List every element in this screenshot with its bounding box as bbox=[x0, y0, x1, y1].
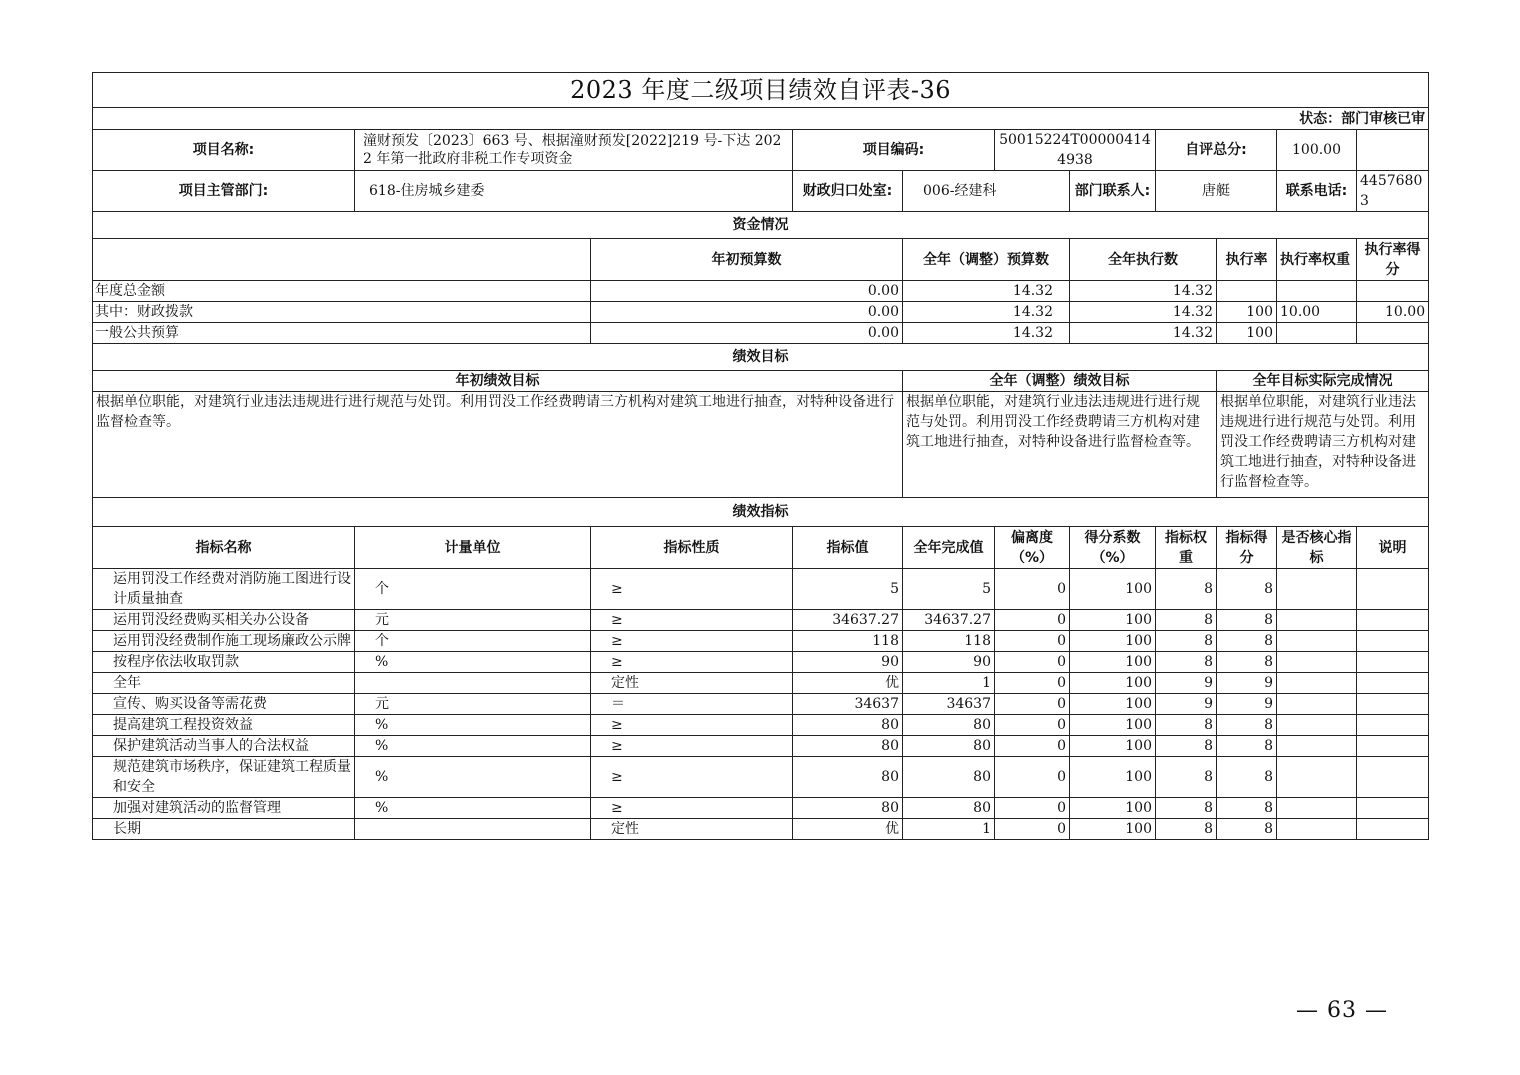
ind-score: 9 bbox=[1217, 694, 1277, 715]
ind-nature: ≥ bbox=[591, 610, 793, 631]
ind-core bbox=[1277, 631, 1357, 652]
ind-header-unit: 计量单位 bbox=[355, 527, 591, 569]
ind-target: 优 bbox=[793, 673, 903, 694]
ind-actual: 5 bbox=[903, 569, 995, 610]
ind-unit: % bbox=[355, 736, 591, 757]
ind-coef: 100 bbox=[1070, 694, 1156, 715]
ind-name: 宣传、购买设备等需花费 bbox=[93, 694, 355, 715]
ind-coef: 100 bbox=[1070, 757, 1156, 798]
funds-row-weight bbox=[1277, 323, 1357, 344]
ind-actual: 90 bbox=[903, 652, 995, 673]
ind-unit: 个 bbox=[355, 631, 591, 652]
ind-coef: 100 bbox=[1070, 798, 1156, 819]
ind-actual: 34637 bbox=[903, 694, 995, 715]
ind-actual: 80 bbox=[903, 798, 995, 819]
funds-header-initial: 年初预算数 bbox=[591, 239, 903, 281]
funds-row bbox=[93, 323, 1429, 344]
ind-deviation: 0 bbox=[995, 819, 1070, 840]
ind-weight: 8 bbox=[1156, 569, 1217, 610]
ind-nature: ≥ bbox=[591, 631, 793, 652]
ind-coef: 100 bbox=[1070, 715, 1156, 736]
ind-name: 长期 bbox=[93, 819, 355, 840]
project-name-label: 项目名称: bbox=[93, 130, 355, 171]
funds-row-initial: 0.00 bbox=[591, 302, 903, 323]
funds-row-name: 一般公共预算 bbox=[93, 323, 591, 344]
ind-score: 9 bbox=[1217, 673, 1277, 694]
funds-row-score bbox=[1357, 323, 1429, 344]
ind-nature: ≥ bbox=[591, 736, 793, 757]
indicators-section-title: 绩效指标 bbox=[93, 498, 1429, 527]
ind-weight: 9 bbox=[1156, 673, 1217, 694]
ind-note bbox=[1357, 819, 1429, 840]
table-row bbox=[93, 798, 1429, 819]
project-name-value: 潼财预发〔2023〕663 号、根据潼财预发[2022]219 号-下达 2022 年第一批政府非税工作专项资金 bbox=[355, 130, 793, 171]
ind-note bbox=[1357, 652, 1429, 673]
ind-target: 34637 bbox=[793, 694, 903, 715]
ind-deviation: 0 bbox=[995, 694, 1070, 715]
ind-score: 8 bbox=[1217, 569, 1277, 610]
funds-row-executed: 14.32 bbox=[1070, 281, 1217, 302]
ind-score: 8 bbox=[1217, 757, 1277, 798]
ind-target: 80 bbox=[793, 715, 903, 736]
phone-label: 联系电话: bbox=[1277, 171, 1357, 212]
ind-score: 8 bbox=[1217, 736, 1277, 757]
ind-note bbox=[1357, 736, 1429, 757]
page-number: — 63 — bbox=[1296, 998, 1388, 1023]
ind-score: 8 bbox=[1217, 715, 1277, 736]
ind-nature: ≥ bbox=[591, 798, 793, 819]
funds-row-adjusted: 14.32 bbox=[903, 281, 1070, 302]
table-row bbox=[93, 610, 1429, 631]
ind-nature: 定性 bbox=[591, 819, 793, 840]
ind-name: 运用罚没工作经费对消防施工图进行设计质量抽查 bbox=[93, 569, 355, 610]
ind-score: 8 bbox=[1217, 819, 1277, 840]
funds-row-adjusted: 14.32 bbox=[903, 302, 1070, 323]
ind-name: 加强对建筑活动的监督管理 bbox=[93, 798, 355, 819]
ind-nature: ≥ bbox=[591, 569, 793, 610]
ind-core bbox=[1277, 673, 1357, 694]
ind-unit: 个 bbox=[355, 569, 591, 610]
ind-note bbox=[1357, 715, 1429, 736]
funds-row-initial: 0.00 bbox=[591, 281, 903, 302]
funds-row-name: 其中：财政拨款 bbox=[93, 302, 591, 323]
funds-row-executed: 14.32 bbox=[1070, 323, 1217, 344]
ind-weight: 8 bbox=[1156, 819, 1217, 840]
ind-name: 规范建筑市场秩序，保证建筑工程质量和安全 bbox=[93, 757, 355, 798]
ind-score: 8 bbox=[1217, 652, 1277, 673]
ind-name: 全年 bbox=[93, 673, 355, 694]
funds-header-rate: 执行率 bbox=[1217, 239, 1277, 281]
ind-target: 80 bbox=[793, 757, 903, 798]
ind-coef: 100 bbox=[1070, 631, 1156, 652]
table-row bbox=[93, 652, 1429, 673]
ind-nature: 定性 bbox=[591, 673, 793, 694]
ind-header-nature: 指标性质 bbox=[591, 527, 793, 569]
table-row bbox=[93, 715, 1429, 736]
funds-header-weight: 执行率权重 bbox=[1277, 239, 1357, 281]
ind-deviation: 0 bbox=[995, 569, 1070, 610]
total-score-label: 自评总分: bbox=[1156, 130, 1277, 171]
ind-coef: 100 bbox=[1070, 736, 1156, 757]
ind-deviation: 0 bbox=[995, 673, 1070, 694]
ind-actual: 80 bbox=[903, 715, 995, 736]
ind-note bbox=[1357, 631, 1429, 652]
goals-header-actual: 全年目标实际完成情况 bbox=[1217, 371, 1429, 392]
ind-name: 运用罚没经费购买相关办公设备 bbox=[93, 610, 355, 631]
ind-weight: 8 bbox=[1156, 757, 1217, 798]
contact-label: 部门联系人: bbox=[1070, 171, 1156, 212]
ind-deviation: 0 bbox=[995, 652, 1070, 673]
ind-target: 5 bbox=[793, 569, 903, 610]
ind-core bbox=[1277, 736, 1357, 757]
ind-unit bbox=[355, 673, 591, 694]
ind-nature: ≥ bbox=[591, 715, 793, 736]
ind-target: 34637.27 bbox=[793, 610, 903, 631]
total-score-value: 100.00 bbox=[1277, 130, 1357, 171]
ind-target: 80 bbox=[793, 736, 903, 757]
ind-actual: 1 bbox=[903, 673, 995, 694]
goals-initial-text: 根据单位职能，对建筑行业违法违规进行进行规范与处罚。利用罚没工作经费聘请三方机构对建筑工地进行抽查，对特种设备进行监督检查等。 bbox=[93, 392, 903, 498]
ind-actual: 1 bbox=[903, 819, 995, 840]
goals-header-adjusted: 全年（调整）绩效目标 bbox=[903, 371, 1217, 392]
table-row bbox=[93, 673, 1429, 694]
ind-core bbox=[1277, 569, 1357, 610]
contact-value: 唐艇 bbox=[1156, 171, 1277, 212]
ind-header-deviation: 偏离度（%） bbox=[995, 527, 1070, 569]
funds-row-rate: 100 bbox=[1217, 323, 1277, 344]
funds-row-adjusted: 14.32 bbox=[903, 323, 1070, 344]
ind-header-weight: 指标权重 bbox=[1156, 527, 1217, 569]
ind-unit: % bbox=[355, 652, 591, 673]
ind-weight: 8 bbox=[1156, 715, 1217, 736]
finance-office-value: 006-经建科 bbox=[903, 171, 1070, 212]
ind-header-note: 说明 bbox=[1357, 527, 1429, 569]
ind-deviation: 0 bbox=[995, 736, 1070, 757]
goals-actual-text: 根据单位职能，对建筑行业违法违规进行进行规范与处罚。利用罚没工作经费聘请三方机构对建筑工地进行抽查，对特种设备进行监督检查等。 bbox=[1217, 392, 1429, 498]
ind-note bbox=[1357, 673, 1429, 694]
status-text: 状态：部门审核已审 bbox=[93, 108, 1429, 130]
funds-row bbox=[93, 302, 1429, 323]
ind-unit: % bbox=[355, 715, 591, 736]
ind-deviation: 0 bbox=[995, 715, 1070, 736]
funds-row-score: 10.00 bbox=[1357, 302, 1429, 323]
ind-core bbox=[1277, 798, 1357, 819]
table-row bbox=[93, 694, 1429, 715]
funds-row-rate bbox=[1217, 281, 1277, 302]
ind-name: 按程序依法收取罚款 bbox=[93, 652, 355, 673]
ind-name: 运用罚没经费制作施工现场廉政公示牌 bbox=[93, 631, 355, 652]
ind-note bbox=[1357, 610, 1429, 631]
empty-cell bbox=[1357, 130, 1429, 171]
ind-core bbox=[1277, 715, 1357, 736]
table-row bbox=[93, 736, 1429, 757]
ind-unit: % bbox=[355, 798, 591, 819]
ind-actual: 118 bbox=[903, 631, 995, 652]
ind-unit: 元 bbox=[355, 610, 591, 631]
funds-header-blank bbox=[93, 239, 591, 281]
ind-weight: 9 bbox=[1156, 694, 1217, 715]
phone-value: 44576803 bbox=[1357, 171, 1429, 212]
project-code-label: 项目编码: bbox=[793, 130, 995, 171]
ind-header-actual: 全年完成值 bbox=[903, 527, 995, 569]
funds-header-executed: 全年执行数 bbox=[1070, 239, 1217, 281]
funds-row-name: 年度总金额 bbox=[93, 281, 591, 302]
ind-core bbox=[1277, 757, 1357, 798]
ind-score: 8 bbox=[1217, 631, 1277, 652]
goals-adjusted-text: 根据单位职能，对建筑行业违法违规进行进行规范与处罚。利用罚没工作经费聘请三方机构对建筑工地进行抽查，对特种设备进行监督检查等。 bbox=[903, 392, 1217, 498]
evaluation-table bbox=[92, 72, 1429, 840]
table-row bbox=[93, 757, 1429, 798]
funds-section-title: 资金情况 bbox=[93, 212, 1429, 239]
ind-deviation: 0 bbox=[995, 610, 1070, 631]
funds-header-adjusted: 全年（调整）预算数 bbox=[903, 239, 1070, 281]
indicator-rows bbox=[93, 569, 1429, 840]
ind-weight: 8 bbox=[1156, 652, 1217, 673]
ind-coef: 100 bbox=[1070, 569, 1156, 610]
ind-name: 保护建筑活动当事人的合法权益 bbox=[93, 736, 355, 757]
ind-core bbox=[1277, 694, 1357, 715]
ind-actual: 80 bbox=[903, 757, 995, 798]
ind-header-target: 指标值 bbox=[793, 527, 903, 569]
ind-unit bbox=[355, 819, 591, 840]
table-row bbox=[93, 631, 1429, 652]
ind-header-name: 指标名称 bbox=[93, 527, 355, 569]
funds-row-weight: 10.00 bbox=[1277, 302, 1357, 323]
ind-note bbox=[1357, 694, 1429, 715]
ind-score: 8 bbox=[1217, 798, 1277, 819]
ind-note bbox=[1357, 757, 1429, 798]
ind-target: 118 bbox=[793, 631, 903, 652]
ind-score: 8 bbox=[1217, 610, 1277, 631]
funds-header-score: 执行率得分 bbox=[1357, 239, 1429, 281]
funds-row bbox=[93, 281, 1429, 302]
ind-deviation: 0 bbox=[995, 757, 1070, 798]
ind-weight: 8 bbox=[1156, 610, 1217, 631]
project-code-value: 50015224T000004144938 bbox=[995, 130, 1156, 171]
ind-coef: 100 bbox=[1070, 819, 1156, 840]
page-title: 2023 年度二级项目绩效自评表-36 bbox=[93, 73, 1429, 108]
funds-row-weight bbox=[1277, 281, 1357, 302]
ind-weight: 8 bbox=[1156, 736, 1217, 757]
ind-deviation: 0 bbox=[995, 631, 1070, 652]
funds-row-executed: 14.32 bbox=[1070, 302, 1217, 323]
funds-row-score bbox=[1357, 281, 1429, 302]
ind-weight: 8 bbox=[1156, 631, 1217, 652]
finance-office-label: 财政归口处室: bbox=[793, 171, 903, 212]
ind-actual: 34637.27 bbox=[903, 610, 995, 631]
ind-coef: 100 bbox=[1070, 673, 1156, 694]
ind-target: 90 bbox=[793, 652, 903, 673]
ind-nature: ≥ bbox=[591, 652, 793, 673]
dept-label: 项目主管部门: bbox=[93, 171, 355, 212]
ind-coef: 100 bbox=[1070, 610, 1156, 631]
dept-value: 618-住房城乡建委 bbox=[355, 171, 793, 212]
ind-unit: 元 bbox=[355, 694, 591, 715]
ind-note bbox=[1357, 798, 1429, 819]
ind-nature: ＝ bbox=[591, 694, 793, 715]
ind-note bbox=[1357, 569, 1429, 610]
goals-header-initial: 年初绩效目标 bbox=[93, 371, 903, 392]
table-row bbox=[93, 819, 1429, 840]
ind-core bbox=[1277, 652, 1357, 673]
ind-weight: 8 bbox=[1156, 798, 1217, 819]
ind-actual: 80 bbox=[903, 736, 995, 757]
funds-row-rate: 100 bbox=[1217, 302, 1277, 323]
ind-core bbox=[1277, 819, 1357, 840]
funds-row-initial: 0.00 bbox=[591, 323, 903, 344]
ind-name: 提高建筑工程投资效益 bbox=[93, 715, 355, 736]
table-row bbox=[93, 569, 1429, 610]
ind-header-coef: 得分系数（%） bbox=[1070, 527, 1156, 569]
ind-core bbox=[1277, 610, 1357, 631]
ind-target: 80 bbox=[793, 798, 903, 819]
ind-unit: % bbox=[355, 757, 591, 798]
ind-nature: ≥ bbox=[591, 757, 793, 798]
ind-target: 优 bbox=[793, 819, 903, 840]
goals-section-title: 绩效目标 bbox=[93, 344, 1429, 371]
ind-coef: 100 bbox=[1070, 652, 1156, 673]
ind-header-score: 指标得分 bbox=[1217, 527, 1277, 569]
ind-deviation: 0 bbox=[995, 798, 1070, 819]
ind-header-core: 是否核心指标 bbox=[1277, 527, 1357, 569]
